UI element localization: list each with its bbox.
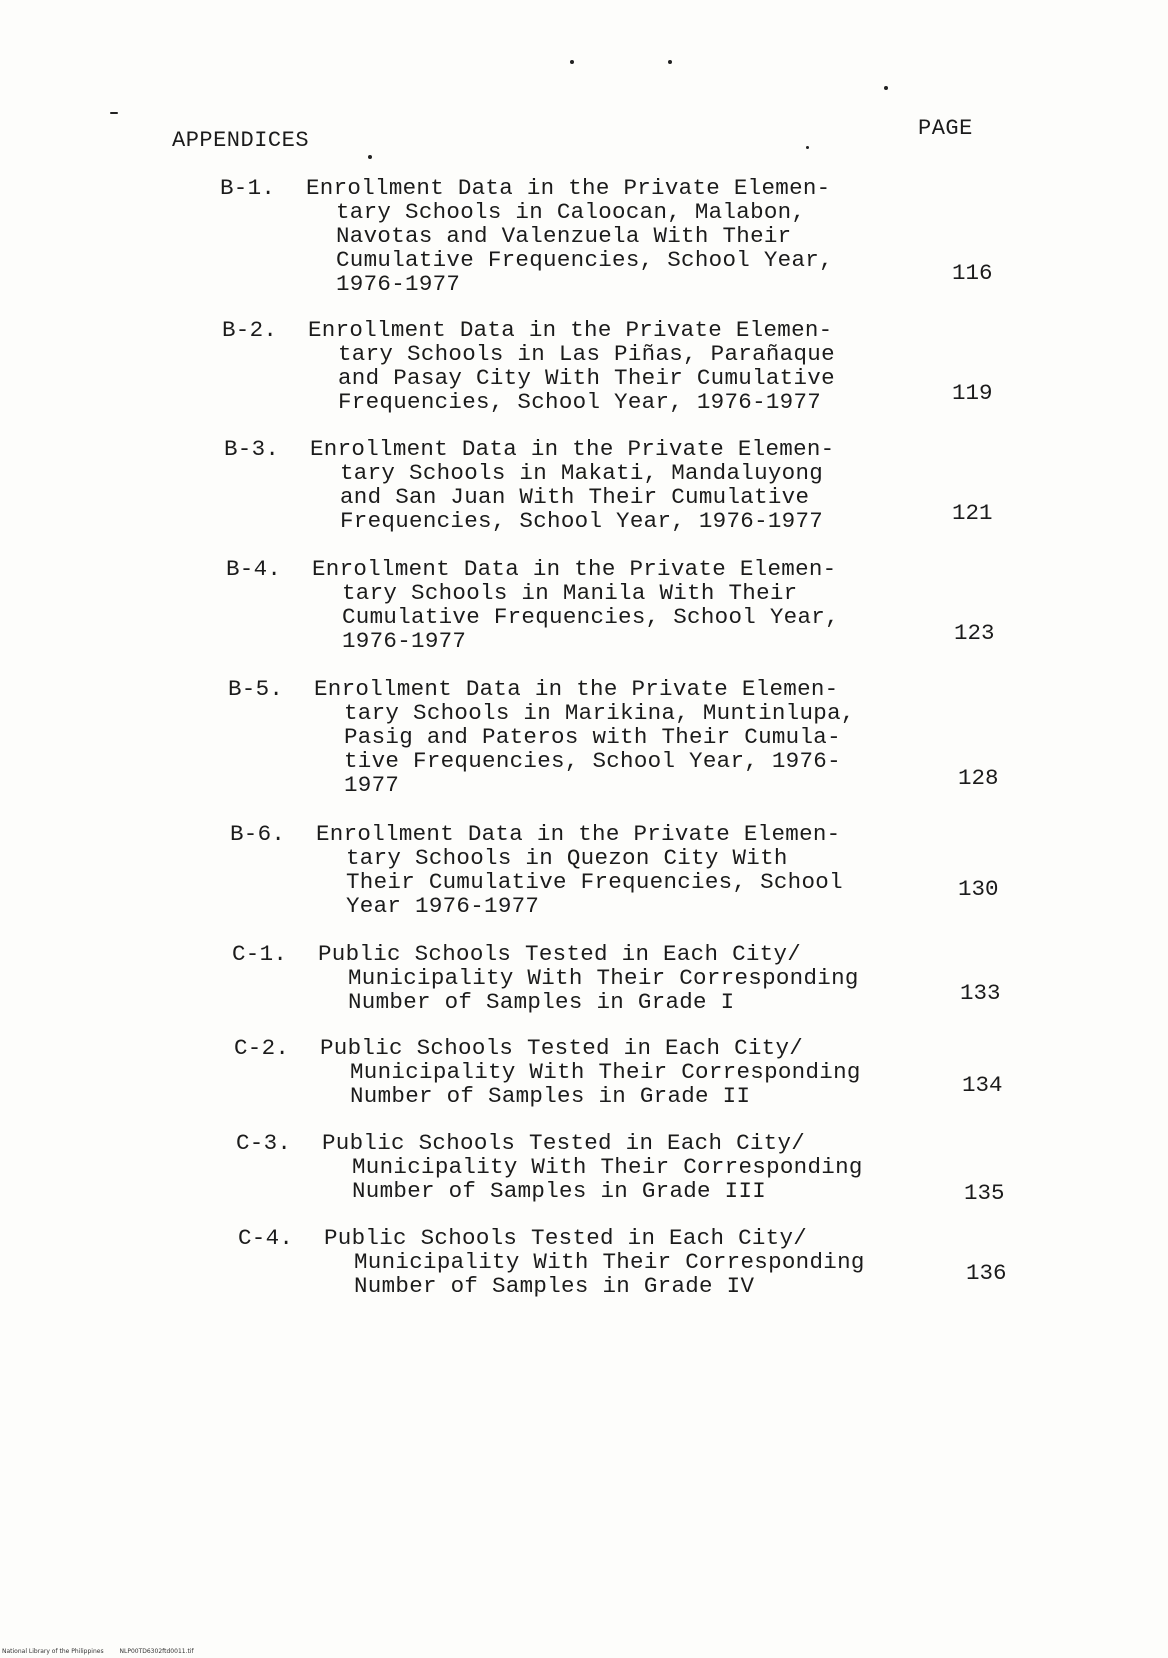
appendix-code: B-3. xyxy=(224,436,280,462)
page-number: 133 xyxy=(960,980,1001,1006)
title-line: Cumulative Frequencies, School Year, xyxy=(336,247,833,273)
title-line: Public Schools Tested in Each City/ xyxy=(324,1225,808,1251)
title-line: Municipality With Their Corresponding xyxy=(352,1154,863,1180)
title-line: Municipality With Their Corresponding xyxy=(348,965,859,991)
scan-speck xyxy=(806,146,809,149)
appendix-code: B-5. xyxy=(228,676,284,702)
title-line: Municipality With Their Corresponding xyxy=(354,1249,865,1275)
title-line: Public Schools Tested in Each City/ xyxy=(322,1130,806,1156)
footer-filename: NLP00TD6302ftd0011.tif xyxy=(119,1648,194,1655)
appendices-heading: APPENDICES xyxy=(172,128,310,153)
appendix-title xyxy=(322,1131,902,1203)
page-number: 135 xyxy=(964,1180,1005,1206)
title-line: and San Juan With Their Cumulative xyxy=(340,484,810,510)
title-line: Enrollment Data in the Private Elemen- xyxy=(310,436,835,462)
appendix-code: B-4. xyxy=(226,556,282,582)
scan-speck xyxy=(570,60,574,64)
scan-footer xyxy=(2,1648,208,1655)
scan-speck xyxy=(368,155,372,159)
title-line: Number of Samples in Grade IV xyxy=(354,1273,755,1299)
title-line: tary Schools in Quezon City With xyxy=(346,845,788,871)
appendix-title xyxy=(320,1036,900,1108)
title-line: tary Schools in Marikina, Muntinlupa, xyxy=(344,700,855,726)
title-line: Enrollment Data in the Private Elemen- xyxy=(316,821,841,847)
title-line: Public Schools Tested in Each City/ xyxy=(318,941,802,967)
title-line: Navotas and Valenzuela With Their xyxy=(336,223,792,249)
page-number: 130 xyxy=(958,876,999,902)
title-line: Municipality With Their Corresponding xyxy=(350,1059,861,1085)
scan-speck xyxy=(884,86,888,90)
title-line: 1976-1977 xyxy=(336,271,461,297)
title-line: Number of Samples in Grade III xyxy=(352,1178,767,1204)
title-line: Enrollment Data in the Private Elemen- xyxy=(314,676,839,702)
page-number: 136 xyxy=(966,1260,1007,1286)
title-line: Their Cumulative Frequencies, School xyxy=(346,869,843,895)
title-line: Frequencies, School Year, 1976-1977 xyxy=(338,389,822,415)
appendix-code: C-1. xyxy=(232,941,288,967)
title-line: Enrollment Data in the Private Elemen- xyxy=(312,556,837,582)
page-number: 116 xyxy=(952,260,993,286)
scan-speck xyxy=(110,112,118,114)
appendix-code: C-3. xyxy=(236,1130,292,1156)
appendix-title xyxy=(306,176,886,296)
title-line: 1977 xyxy=(344,772,400,798)
appendix-code: B-2. xyxy=(222,317,278,343)
title-line: Cumulative Frequencies, School Year, xyxy=(342,604,839,630)
title-line: and Pasay City With Their Cumulative xyxy=(338,365,835,391)
title-line: Number of Samples in Grade I xyxy=(348,989,735,1015)
appendix-title xyxy=(312,557,892,653)
title-line: tary Schools in Makati, Mandaluyong xyxy=(340,460,824,486)
title-line: tary Schools in Caloocan, Malabon, xyxy=(336,199,806,225)
appendix-title xyxy=(310,437,890,533)
page-number: 128 xyxy=(958,765,999,791)
appendix-code: C-4. xyxy=(238,1225,294,1251)
page-column-heading: PAGE xyxy=(918,116,973,141)
page-number: 134 xyxy=(962,1072,1003,1098)
title-line: Pasig and Pateros with Their Cumula- xyxy=(344,724,841,750)
appendix-code: C-2. xyxy=(234,1035,290,1061)
appendix-code: B-6. xyxy=(230,821,286,847)
scan-speck xyxy=(668,60,672,64)
footer-library: National Library of the Philippines xyxy=(2,1648,104,1655)
title-line: tary Schools in Manila With Their xyxy=(342,580,798,606)
title-line: Enrollment Data in the Private Elemen- xyxy=(306,175,831,201)
title-line: tive Frequencies, School Year, 1976- xyxy=(344,748,841,774)
appendix-title xyxy=(316,822,896,918)
title-line: Frequencies, School Year, 1976-1977 xyxy=(340,508,824,534)
appendix-code: B-1. xyxy=(220,175,276,201)
page-number: 119 xyxy=(952,380,993,406)
appendix-title xyxy=(308,318,888,414)
title-line: Number of Samples in Grade II xyxy=(350,1083,751,1109)
appendix-title xyxy=(324,1226,904,1298)
title-line: Public Schools Tested in Each City/ xyxy=(320,1035,804,1061)
appendix-title xyxy=(318,942,898,1014)
title-line: 1976-1977 xyxy=(342,628,467,654)
title-line: tary Schools in Las Piñas, Parañaque xyxy=(338,341,835,367)
page-number: 121 xyxy=(952,500,993,526)
appendix-title xyxy=(314,677,894,797)
title-line: Enrollment Data in the Private Elemen- xyxy=(308,317,833,343)
page-number: 123 xyxy=(954,620,995,646)
title-line: Year 1976-1977 xyxy=(346,893,540,919)
